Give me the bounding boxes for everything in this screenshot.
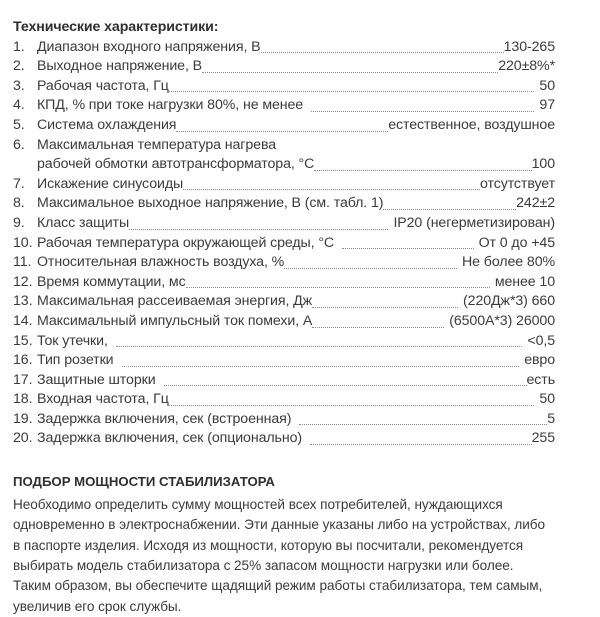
spec-row xyxy=(13,175,555,195)
technical-specifications-section xyxy=(13,18,555,449)
spec-item-number: 5. xyxy=(13,116,25,133)
spec-item xyxy=(13,390,555,410)
spec-item-value: естественное, воздушное xyxy=(388,116,555,133)
spec-item-value: (6500А*3) 26000 xyxy=(449,312,555,329)
spec-item-value: <0,5 xyxy=(527,332,555,349)
spec-item-label-line2: рабочей обмотки автотрансформатора, °С xyxy=(37,156,315,173)
spec-row xyxy=(13,429,555,449)
spec-item xyxy=(13,116,555,136)
dot-leader xyxy=(312,297,458,311)
dot-leader xyxy=(314,160,531,174)
spec-item xyxy=(13,57,555,77)
spec-item-value: 50 xyxy=(539,391,555,408)
spec-row xyxy=(13,214,555,234)
spec-row xyxy=(13,194,555,214)
spec-row xyxy=(13,253,555,273)
spec-item-label: Рабочая температура окружающей среды, °С xyxy=(37,234,335,251)
spec-row xyxy=(13,332,555,352)
spec-item-value: 255 xyxy=(531,430,555,447)
spec-row-continuation xyxy=(13,155,555,175)
spec-item-number: 2. xyxy=(13,58,25,75)
spec-item-number: 20. xyxy=(13,430,33,447)
spec-item-value: 97 xyxy=(539,97,555,114)
spec-item-number: 15. xyxy=(13,332,33,349)
spec-item-value: 242±2 xyxy=(516,195,555,212)
spec-item xyxy=(13,136,555,175)
spec-item-number: 19. xyxy=(13,410,33,427)
spec-item-label: Выходное напряжение, В xyxy=(37,58,203,75)
dot-leader xyxy=(176,121,388,135)
spec-item xyxy=(13,38,555,58)
dot-leader xyxy=(310,434,532,448)
spec-row xyxy=(13,77,555,97)
spec-item-label: Диапазон входного напряжения, В xyxy=(37,38,261,55)
spec-item-value: (220Дж*3) 660 xyxy=(463,293,555,310)
spec-item-value: есть xyxy=(526,371,555,388)
dot-leader xyxy=(186,277,490,291)
spec-item-label: КПД, % при токе нагрузки 80%, не менее xyxy=(37,97,304,114)
spec-item-value: 50 xyxy=(539,77,555,94)
spec-item xyxy=(13,194,555,214)
spec-item-label: Максимальная рассеиваемая энергия, Дж xyxy=(37,293,313,310)
spec-row xyxy=(13,57,555,77)
spec-row xyxy=(13,292,555,312)
spec-item-label: Максимальный импульсный ток помехи, А xyxy=(37,312,313,329)
spec-row xyxy=(13,38,555,58)
spec-row xyxy=(13,312,555,332)
spec-item-label: Система охлаждения xyxy=(37,116,177,133)
spec-item-label: Максимальное выходное напряжение, В (см. табл. 1) xyxy=(37,195,384,212)
spec-item-label: Максимальная температура нагрева xyxy=(37,136,277,153)
dot-leader xyxy=(284,258,457,272)
dot-leader xyxy=(202,62,498,76)
spec-item-label: Защитные шторки xyxy=(37,371,156,388)
spec-item-number: 9. xyxy=(13,214,25,231)
spec-item-value: евро xyxy=(524,352,555,369)
spec-item-label: Искажение синусоиды xyxy=(37,175,184,192)
spec-item-number: 6. xyxy=(13,136,25,153)
dot-leader xyxy=(164,375,527,389)
spec-item xyxy=(13,292,555,312)
spec-list xyxy=(13,38,555,449)
dot-leader xyxy=(261,42,504,56)
spec-item-number: 7. xyxy=(13,175,25,192)
spec-item xyxy=(13,312,555,332)
power-section-paragraph: Необходимо определить сумму мощностей всех потребителей, нуждающихся одновременно в электроснабжении. Эти данные указаны либо на устройствах, либо в паспорте изделия. Исходя из мощности, которую вы посчитали, рекомендуется выбирать модель стабилизатора с 25% запасом мощности нагрузки или более. Таким образом, вы обеспечите щадящий режим работы стабилизатора, тем самым, увеличив его срок службы. xyxy=(13,497,546,614)
spec-item xyxy=(13,351,555,371)
spec-row xyxy=(13,273,555,293)
spec-item-value: 220±8%* xyxy=(498,58,555,75)
spec-row xyxy=(13,351,555,371)
spec-item-value: 5 xyxy=(547,410,555,427)
spec-item xyxy=(13,77,555,97)
spec-item-number: 18. xyxy=(13,391,33,408)
power-selection-section xyxy=(13,472,555,617)
dot-leader xyxy=(312,317,444,331)
dot-leader xyxy=(383,199,516,213)
spec-item-label: Рабочая частота, Гц xyxy=(37,77,169,94)
spec-item-value: менее 10 xyxy=(494,273,555,290)
spec-item-number: 13. xyxy=(13,293,33,310)
spec-item-number: 10. xyxy=(13,234,33,251)
spec-item xyxy=(13,273,555,293)
spec-row xyxy=(13,96,555,116)
spec-row xyxy=(13,410,555,430)
spec-item xyxy=(13,371,555,391)
dot-leader xyxy=(122,356,520,370)
spec-item-number: 16. xyxy=(13,352,33,369)
spec-item-number: 11. xyxy=(13,254,32,271)
spec-item-label: Относительная влажность воздуха, % xyxy=(37,254,285,271)
spec-item-value: От 0 до +45 xyxy=(478,234,555,251)
spec-item-label: Ток утечки, xyxy=(37,332,108,349)
spec-item-value: 130-265 xyxy=(503,38,555,55)
spec-item-value: 100 xyxy=(531,156,555,173)
spec-item-number: 1. xyxy=(13,38,25,55)
spec-row xyxy=(13,136,555,156)
spec-item-number: 3. xyxy=(13,77,25,94)
dot-leader xyxy=(129,219,388,233)
spec-row xyxy=(13,371,555,391)
spec-item-label: Задержка включения, сек (встроенная) xyxy=(37,410,292,427)
spec-item-value: Не более 80% xyxy=(462,254,555,271)
spec-item-number: 14. xyxy=(13,312,33,329)
spec-item-value: IP20 (негерметизирован) xyxy=(393,214,555,231)
spec-item-label: Класс защиты xyxy=(37,214,130,231)
spec-row xyxy=(13,116,555,136)
spec-item-number: 12. xyxy=(13,273,33,290)
spec-item-number: 8. xyxy=(13,195,25,212)
spec-item xyxy=(13,429,555,449)
spec-item-label: Тип розетки xyxy=(37,352,114,369)
spec-item xyxy=(13,214,555,234)
spec-item-number: 17. xyxy=(13,371,33,388)
spec-row xyxy=(13,234,555,254)
power-section-heading: ПОДБОР МОЩНОСТИ СТАБИЛИЗАТОРА xyxy=(13,474,275,490)
spec-item-value: отсутствует xyxy=(479,175,555,192)
spec-item-label: Время коммутации, мс xyxy=(37,273,186,290)
spec-item xyxy=(13,234,555,254)
dot-leader xyxy=(169,81,535,95)
spec-section-heading: Технические характеристики: xyxy=(13,19,219,35)
dot-leader xyxy=(116,336,523,350)
spec-item xyxy=(13,253,555,273)
dot-leader xyxy=(183,179,480,193)
spec-item-number: 4. xyxy=(13,97,25,114)
dot-leader xyxy=(342,238,474,252)
spec-item xyxy=(13,332,555,352)
spec-item-label: Входная частота, Гц xyxy=(37,391,169,408)
spec-item xyxy=(13,175,555,195)
spec-row xyxy=(13,390,555,410)
dot-leader xyxy=(299,414,547,428)
spec-item-label: Задержка включения, сек (опционально) xyxy=(37,430,302,447)
dot-leader xyxy=(311,101,534,115)
dot-leader xyxy=(169,395,535,409)
spec-item xyxy=(13,96,555,116)
spec-item xyxy=(13,410,555,430)
